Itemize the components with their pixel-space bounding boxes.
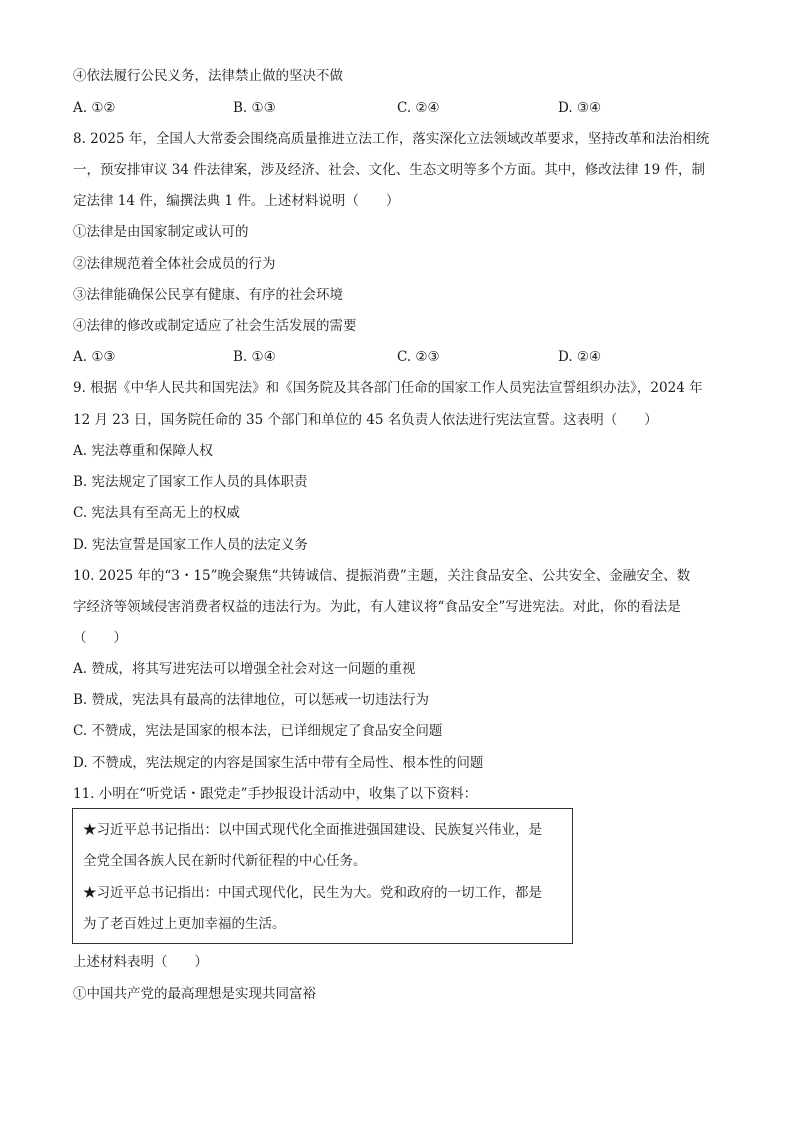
- q9-option-d[interactable]: D. 宪法宣誓是国家工作人员的法定义务: [73, 537, 308, 553]
- q7-option-b[interactable]: B. ①③: [233, 100, 276, 116]
- q11-after: 上述材料表明（ ）: [73, 954, 208, 970]
- q11-quote-line-1: ★习近平总书记指出：以中国式现代化全面推进强国建设、民族复兴伟业，是: [83, 822, 542, 838]
- q10-option-d[interactable]: D. 不赞成，宪法规定的内容是国家生活中带有全局性、根本性的问题: [73, 755, 484, 771]
- q7-item-4: ④依法履行公民义务，法律禁止做的坚决不做: [73, 68, 343, 84]
- q10-option-b[interactable]: B. 赞成，宪法具有最高的法律地位，可以惩戒一切违法行为: [73, 692, 430, 708]
- q8-item-1: ①法律是由国家制定或认可的: [73, 224, 249, 240]
- q8-stem-line-3: 定法律 14 件，编撰法典 1 件。上述材料说明（ ）: [73, 193, 400, 209]
- q10-option-a[interactable]: A. 赞成，将其写进宪法可以增强全社会对这一问题的重视: [73, 661, 416, 677]
- q8-option-c[interactable]: C. ②③: [397, 349, 440, 365]
- q11-stem: 11. 小明在“听党话・跟党走”手抄报设计活动中，收集了以下资料：: [73, 786, 478, 802]
- q8-option-b[interactable]: B. ①④: [233, 349, 276, 365]
- q8-item-3: ③法律能确保公民享有健康、有序的社会环境: [73, 287, 343, 303]
- q8-item-4: ④法律的修改或制定适应了社会生活发展的需要: [73, 318, 357, 334]
- q9-option-a[interactable]: A. 宪法尊重和保障人权: [73, 443, 213, 459]
- q7-option-a[interactable]: A. ①②: [73, 100, 116, 116]
- q11-quote-box: [72, 808, 573, 944]
- q9-stem-line-1: 9. 根据《中华人民共和国宪法》和《国务院及其各部门任命的国家工作人员宪法宣誓组织办法》，2024 年: [73, 380, 703, 396]
- q9-option-c[interactable]: C. 宪法具有至高无上的权威: [73, 505, 240, 521]
- q11-quote-line-3: ★习近平总书记指出：中国式现代化，民生为大。党和政府的一切工作，都是: [83, 885, 542, 901]
- q7-option-c[interactable]: C. ②④: [397, 100, 440, 116]
- q7-option-d[interactable]: D. ③④: [558, 100, 602, 116]
- q8-stem-line-1: 8. 2025 年，全国人大常委会围绕高质量推进立法工作，落实深化立法领域改革要求，坚持改革和法治相统: [73, 131, 710, 147]
- q11-quote-line-2: 全党全国各族人民在新时代新征程的中心任务。: [83, 853, 367, 869]
- q11-quote-line-4: 为了老百姓过上更加幸福的生活。: [83, 916, 286, 932]
- q8-item-2: ②法律规范着全体社会成员的行为: [73, 256, 276, 272]
- q9-option-b[interactable]: B. 宪法规定了国家工作人员的具体职责: [73, 474, 308, 490]
- q10-stem-line-3: （ ）: [73, 630, 127, 646]
- q10-option-c[interactable]: C. 不赞成，宪法是国家的根本法，已详细规定了食品安全问题: [73, 723, 443, 739]
- q10-stem-line-1: 10. 2025 年的“3・15”晚会聚焦“共铸诚信、提振消费”主题，关注食品安全、公共安全、金融安全、数: [73, 568, 691, 584]
- q9-stem-line-2: 12 月 23 日，国务院任命的 35 个部门和单位的 45 名负责人依法进行宪法宣誓。这表明（ ）: [73, 412, 658, 428]
- q11-item-1: ①中国共产党的最高理想是实现共同富裕: [73, 986, 316, 1002]
- q8-stem-line-2: 一，预安排审议 34 件法律案，涉及经济、社会、文化、生态文明等多个方面。其中，修改法律 19 件，制: [73, 162, 706, 178]
- q8-option-a[interactable]: A. ①③: [73, 349, 116, 365]
- q10-stem-line-2: 字经济等领域侵害消费者权益的违法行为。为此，有人建议将“食品安全”写进宪法。对此，你的看法是: [73, 599, 681, 615]
- q8-option-d[interactable]: D. ②④: [558, 349, 602, 365]
